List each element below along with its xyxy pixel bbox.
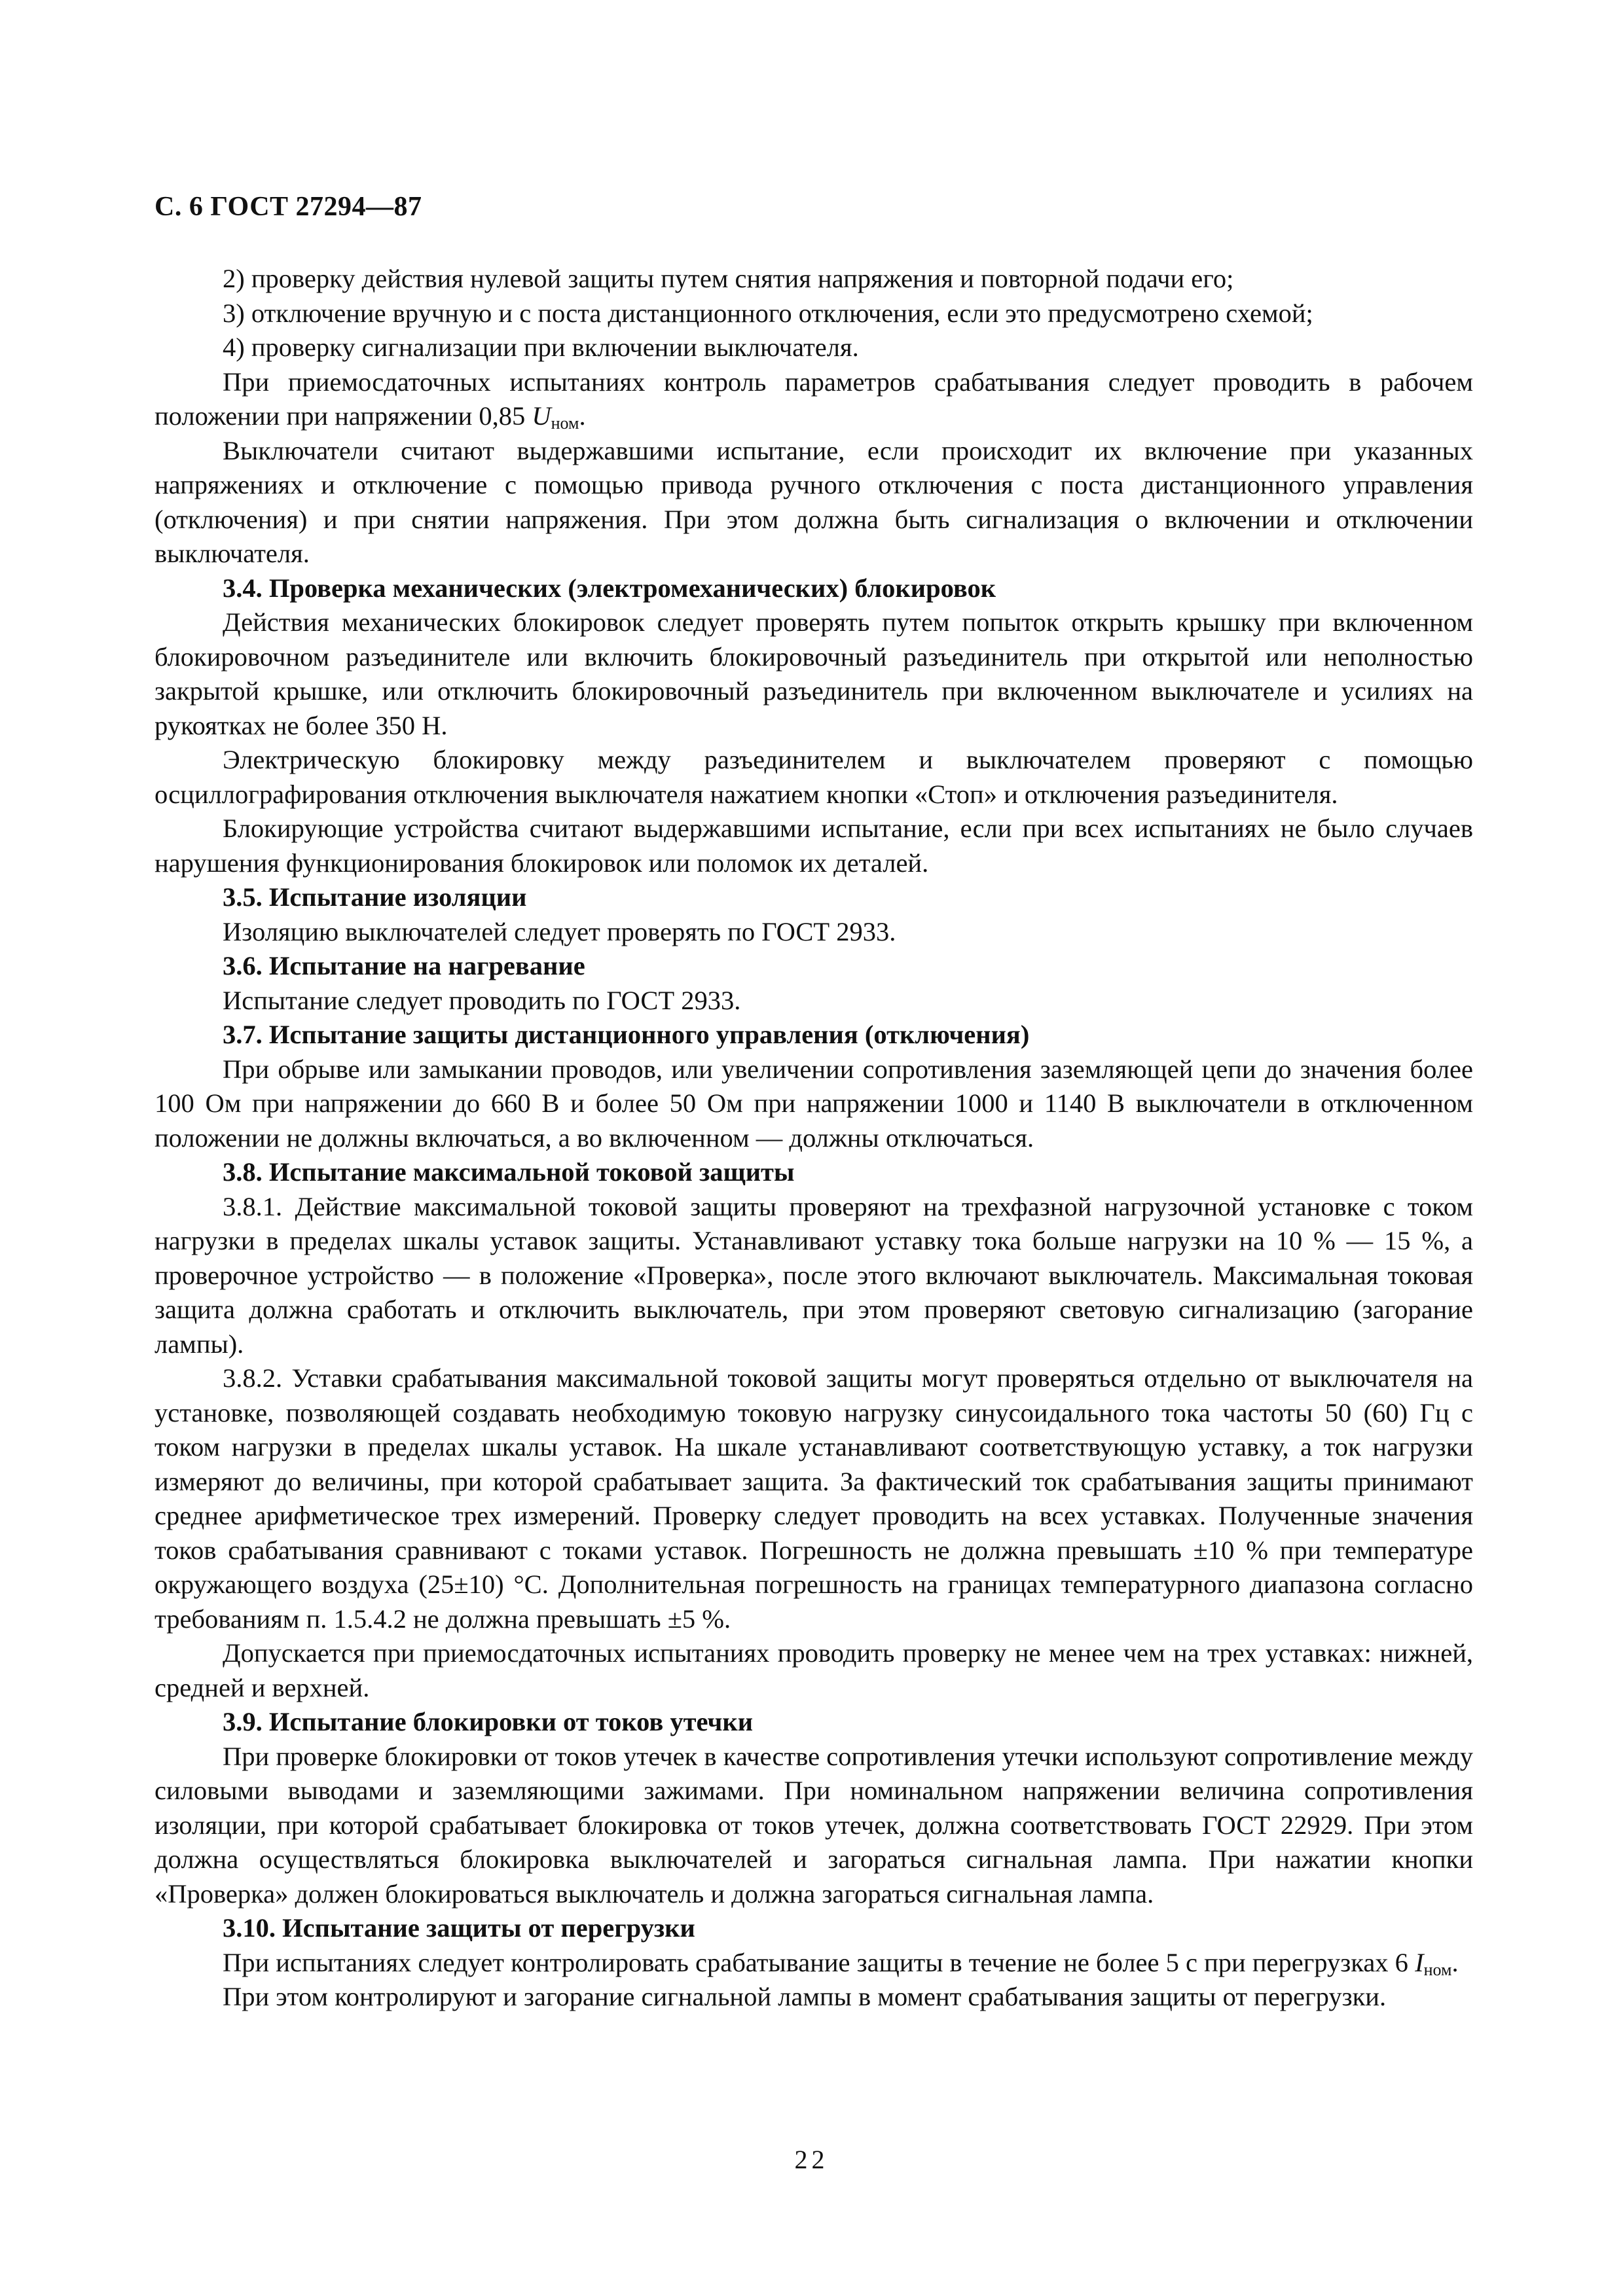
paragraph-3-4-b: Электрическую блокировку между разъединителем и выключателем проверяют с помощью осциллографирования отключения выключателя нажатием кнопки «Стоп» и отключения разъединителя.: [155, 745, 1473, 809]
list-item-3: 3) отключение вручную и с поста дистанционного отключения, если это предусмотрено схемой;: [223, 298, 1313, 328]
current-subscript: ном: [1423, 1960, 1452, 1979]
paragraph-3-8-1: 3.8.1. Действие максимальной токовой защиты проверяют на трехфазной нагрузочной установке с током нагрузки в пределах шкалы уставок защиты. Устанавливают уставку тока больше нагрузки на 10 % — 15 %, а проверочное устройство — в положение «Проверка», после этого включают выключатель. Максимальная токовая защита должна сработать и отключить выключатель, при этом проверяют световую сигнализацию (загорание лампы).: [155, 1191, 1473, 1359]
paragraph-3-9: При проверке блокировки от токов утечек в качестве сопротивления утечки используют сопротивление между силовыми выводами и заземляющими зажимами. При номинальном напряжении величина сопротивления изоляции, при которой срабатывает блокировка от токов утечек, должна соответствовать ГОСТ 22929. При этом должна осуществляться блокировка выключателей и загораться сигнальная лампа. При нажатии кнопки «Проверка» должен блокироваться выключатель и должна загораться сигнальная лампа.: [155, 1741, 1473, 1909]
paragraph-3-10-a: При испытаниях следует контролировать срабатывание защиты в течение не более 5 с при перегрузках 6 $I_{ном}$.: [223, 1947, 1459, 1979]
paragraph-3-8-3: Допускается при приемосдаточных испытаниях проводить проверку не менее чем на трех уставках: нижней, средней и верхней.: [155, 1638, 1473, 1702]
page-number: 22: [794, 2145, 829, 2174]
section-heading-3-6: 3.6. Испытание на нагревание: [223, 951, 585, 980]
paragraph-3-5: Изоляцию выключателей следует проверять по ГОСТ 2933.: [223, 916, 896, 946]
paragraph-3-10-b: При этом контролируют и загорание сигнальной лампы в момент срабатывания защиты от перегрузки.: [223, 1982, 1387, 2011]
voltage-subscript: ном: [551, 414, 579, 433]
section-heading-3-9: 3.9. Испытание блокировки от токов утечки: [223, 1707, 754, 1736]
paragraph-3-4-a: Действия механических блокировок следует проверять путем попыток открыть крышку при включенном блокировочном разъединителе или включить блокировочный разъединитель при открытой или неполностью закрытой крышке, или отключить блокировочный разъединитель при включенном выключателе и усилиях на рукоятках не более 350 Н.: [155, 607, 1473, 740]
section-heading-3-8: 3.8. Испытание максимальной токовой защиты: [223, 1157, 795, 1187]
section-heading-3-10: 3.10. Испытание защиты от перегрузки: [223, 1913, 695, 1943]
section-heading-3-7: 3.7. Испытание защиты дистанционного управления (отключения): [223, 1020, 1030, 1049]
paragraph-3-4-c: Блокирующие устройства считают выдержавшими испытание, если при всех испытаниях не было случаев нарушения функционирования блокировок или поломок их деталей.: [155, 814, 1473, 878]
document-body: [155, 262, 1473, 2015]
list-item-2: 2) проверку действия нулевой защиты путем снятия напряжения и повторной подачи его;: [223, 264, 1234, 293]
list-item-4: 4) проверку сигнализации при включении выключателя.: [223, 332, 859, 362]
page-header: С. 6 ГОСТ 27294—87: [155, 192, 422, 222]
voltage-symbol: U: [532, 401, 551, 431]
paragraph-3-7: При обрыве или замыкании проводов, или увеличении сопротивления заземляющей цепи до значения более 100 Ом при напряжении до 660 В и более 50 Ом при напряжении 1000 и 1140 В выключатели в отключенном положении не должны включаться, а во включенном — должны отключаться.: [155, 1054, 1473, 1153]
section-heading-3-5: 3.5. Испытание изоляции: [223, 882, 527, 912]
paragraph-3-8-2: 3.8.2. Уставки срабатывания максимальной токовой защиты могут проверяться отдельно от выключателя на установке, позволяющей создавать необходимую токовую нагрузку синусоидального тока частоты 50 (60) Гц с током нагрузки в пределах шкалы уставок. На шкале устанавливают соответствующую уставку, а ток нагрузки измеряют до величины, при которой срабатывает защита. За фактический ток срабатывания защиты принимают среднее арифметическое трех измерений. Проверку следует проводить на всех уставках. Полученные значения токов срабатывания сравнивают с токами уставок. Погрешность не должна превышать ±10 % при температуре окружающего воздуха (25±10) °С. Дополнительная погрешность на границах температурного диапазона согласно требованиям п. 1.5.4.2 не должна превышать ±5 %.: [155, 1363, 1473, 1634]
paragraph-acceptance-tests: При приемосдаточных испытаниях контроль параметров срабатывания следует проводить в рабочем положении при напряжении 0,85 $U_{ном}$.: [155, 367, 1473, 433]
paragraph-3-6: Испытание следует проводить по ГОСТ 2933.: [223, 985, 741, 1015]
current-symbol: I: [1415, 1947, 1424, 1977]
section-heading-3-4: 3.4. Проверка механических (электромеханических) блокировок: [223, 573, 996, 603]
paragraph-passed-criteria: Выключатели считают выдержавшими испытание, если происходит их включение при указанных напряжениях и отключение с помощью привода ручного отключения с поста дистанционного управления (отключения) и при снятии напряжения. При этом должна быть сигнализация о включении и отключении выключателя.: [155, 435, 1473, 568]
